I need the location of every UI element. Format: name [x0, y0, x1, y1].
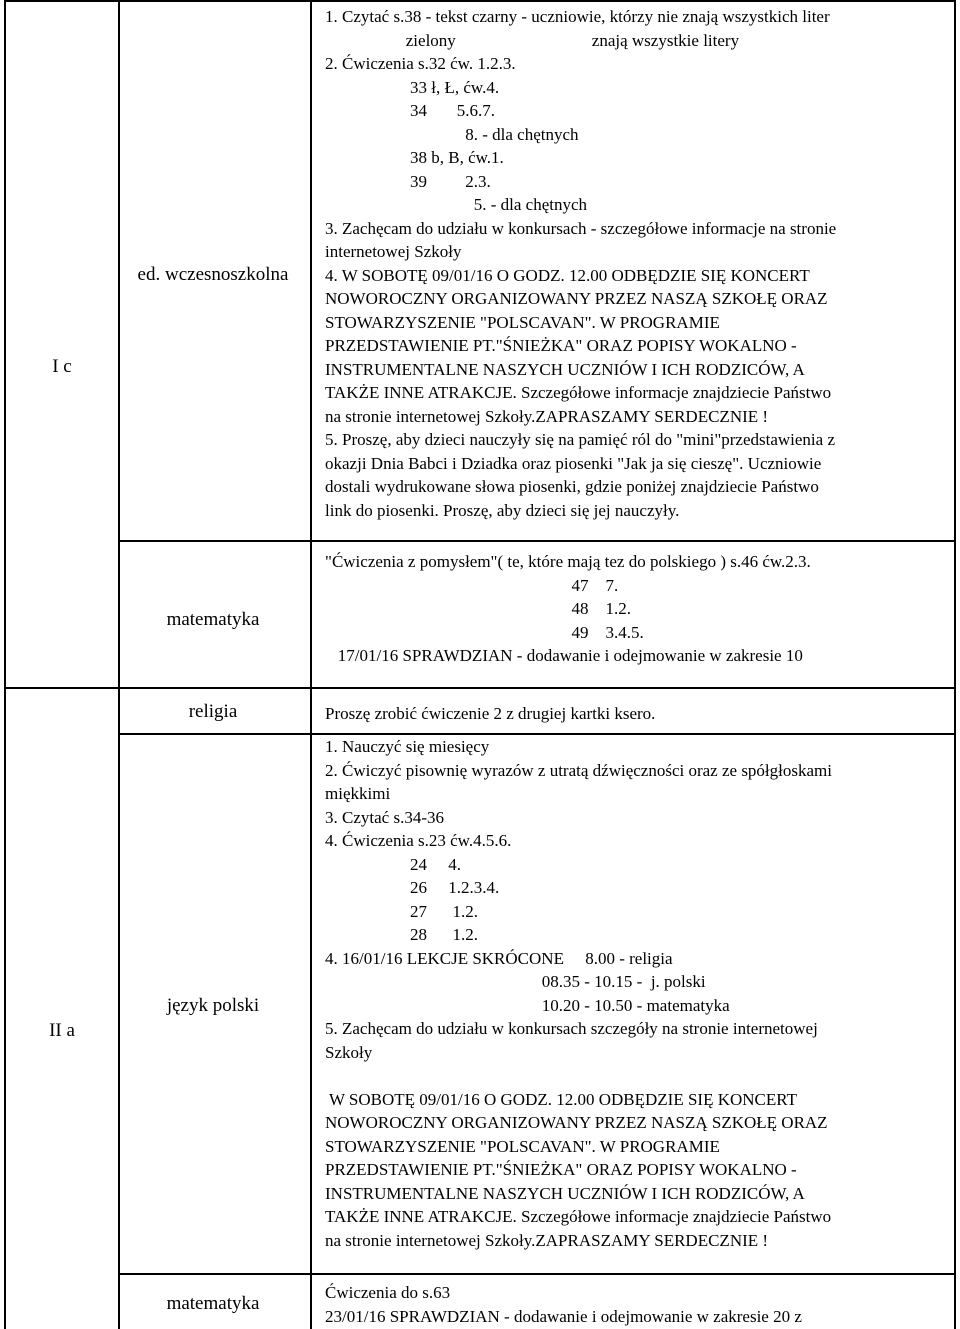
- content-cell-ed-wczesnoszkolna: [325, 5, 950, 522]
- content-line: 8. - dla chętnych: [325, 124, 579, 144]
- table-border-right: [954, 0, 956, 1329]
- content-line: zielony znają wszystkie litery: [325, 30, 740, 50]
- content-line: NOWOROCZNY ORGANIZOWANY PRZEZ NASZĄ SZKOŁĘ ORAZ: [325, 1113, 828, 1132]
- content-line: PRZEDSTAWIENIE PT."ŚNIEŻKA" ORAZ POPISY WOKALNO -: [325, 1160, 797, 1179]
- content-line: na stronie internetowej Szkoły.ZAPRASZAMY SERDECZNIE !: [325, 1230, 769, 1250]
- content-line: 24 4.: [325, 854, 461, 874]
- content-line: TAKŻE INNE ATRAKCJE. Szczegółowe informacje znajdziecie Państwo: [325, 1207, 832, 1226]
- content-line: 39 2.3.: [325, 171, 491, 191]
- content-line: 17/01/16 SPRAWDZIAN - dodawanie i odejmowanie w zakresie 10: [325, 646, 803, 665]
- content-line: dostali wydrukowane słowa piosenki, gdzie poniżej znajdziecie Państwo: [325, 477, 819, 496]
- content-cell-matematyka-2a: [325, 1281, 950, 1328]
- row-divider: [118, 1273, 956, 1275]
- subject-label: ed. wczesnoszkolna: [137, 264, 289, 285]
- content-line: STOWARZYSZENIE "POLSCAVAN". W PROGRAMIE: [325, 1136, 720, 1156]
- content-line: miękkimi: [325, 784, 391, 803]
- row-divider: [118, 540, 956, 542]
- class-label-2a: II a: [49, 1020, 75, 1041]
- content-line: 4. 16/01/16 LEKCJE SKRÓCONE 8.00 - religia: [325, 948, 673, 968]
- content-line: [325, 1064, 950, 1088]
- content-line: Szkoły: [325, 1042, 373, 1062]
- subject-label: religia: [188, 701, 238, 722]
- content-line: 2. Ćwiczenia s.32 ćw. 1.2.3.: [325, 54, 516, 73]
- content-line: 48 1.2.: [325, 599, 631, 618]
- table-border-left: [4, 0, 6, 1329]
- content-line: "Ćwiczenia z pomysłem"( te, które mają tez do polskiego ) s.46 ćw.2.3.: [325, 552, 811, 571]
- content-line: 49 3.4.5.: [325, 622, 644, 642]
- column-divider-subject: [310, 0, 312, 1329]
- content-line: 4. W SOBOTĘ 09/01/16 O GODZ. 12.00 ODBĘDZIE SIĘ KONCERT: [325, 265, 810, 285]
- content-line: 28 1.2.: [325, 925, 478, 944]
- subject-label: matematyka: [166, 609, 260, 630]
- content-line: okazji Dnia Babci i Dziadka oraz piosenki "Jak ja się cieszę". Uczniowie: [325, 453, 822, 473]
- content-line: Proszę zrobić ćwiczenie 2 z drugiej kartki ksero.: [325, 704, 656, 723]
- content-line: internetowej Szkoły: [325, 242, 462, 261]
- content-line: 1. Nauczyć się miesięcy: [325, 737, 490, 756]
- content-line: 5. - dla chętnych: [325, 195, 588, 214]
- content-line: Ćwiczenia do s.63: [325, 1283, 451, 1302]
- content-line: INSTRUMENTALNE NASZYCH UCZNIÓW I ICH RODZICÓW, A: [325, 1183, 805, 1203]
- content-line: 27 1.2.: [325, 901, 478, 921]
- content-line: 34 5.6.7.: [325, 101, 495, 120]
- subject-label: język polski: [166, 995, 260, 1016]
- content-line: na stronie internetowej Szkoły.ZAPRASZAMY SERDECZNIE !: [325, 406, 769, 426]
- content-cell-jezyk-polski: [325, 735, 950, 1252]
- content-line: STOWARZYSZENIE "POLSCAVAN". W PROGRAMIE: [325, 312, 720, 332]
- column-divider-class: [118, 0, 120, 1329]
- content-line: INSTRUMENTALNE NASZYCH UCZNIÓW I ICH RODZICÓW, A: [325, 359, 805, 379]
- content-line: TAKŻE INNE ATRAKCJE. Szczegółowe informacje znajdziecie Państwo: [325, 383, 832, 402]
- content-line: 08.35 - 10.15 - j. polski: [325, 972, 706, 991]
- table-border-top: [4, 0, 956, 2]
- content-line: W SOBOTĘ 09/01/16 O GODZ. 12.00 ODBĘDZIE SIĘ KONCERT: [325, 1089, 797, 1109]
- content-line: NOWOROCZNY ORGANIZOWANY PRZEZ NASZĄ SZKOŁĘ ORAZ: [325, 289, 828, 308]
- content-line: 5. Zachęcam do udziału w konkursach szczegóły na stronie internetowej: [325, 1019, 818, 1038]
- content-line: 10.20 - 10.50 - matematyka: [325, 995, 730, 1015]
- content-line: 3. Zachęcam do udziału w konkursach - szczegółowe informacje na stronie: [325, 218, 837, 238]
- content-line: 47 7.: [325, 575, 619, 595]
- subject-label: matematyka: [166, 1293, 260, 1314]
- content-line: 1. Czytać s.38 - tekst czarny - uczniowie, którzy nie znają wszystkich liter: [325, 7, 830, 26]
- content-line: 3. Czytać s.34-36: [325, 807, 444, 827]
- content-cell-matematyka-1c: [325, 550, 950, 668]
- content-line: PRZEDSTAWIENIE PT."ŚNIEŻKA" ORAZ POPISY WOKALNO -: [325, 336, 797, 355]
- row-divider: [4, 687, 956, 689]
- content-line: 26 1.2.3.4.: [325, 878, 500, 897]
- content-line: 38 b, B, ćw.1.: [325, 148, 504, 167]
- content-line: 2. Ćwiczyć pisownię wyrazów z utratą dźwięczności oraz ze spółgłoskami: [325, 760, 832, 780]
- content-cell-religia: [325, 702, 950, 726]
- content-line: 4. Ćwiczenia s.23 ćw.4.5.6.: [325, 831, 512, 850]
- content-line: 5. Proszę, aby dzieci nauczyły się na pamięć ról do "mini"przedstawienia z: [325, 430, 835, 449]
- content-line: 33 ł, Ł, ćw.4.: [325, 77, 500, 97]
- content-line: link do piosenki. Proszę, aby dzieci się jej nauczyły.: [325, 500, 680, 520]
- content-line: 23/01/16 SPRAWDZIAN - dodawanie i odejmowanie w zakresie 20 z: [325, 1306, 802, 1326]
- class-label-1c: I c: [52, 356, 72, 377]
